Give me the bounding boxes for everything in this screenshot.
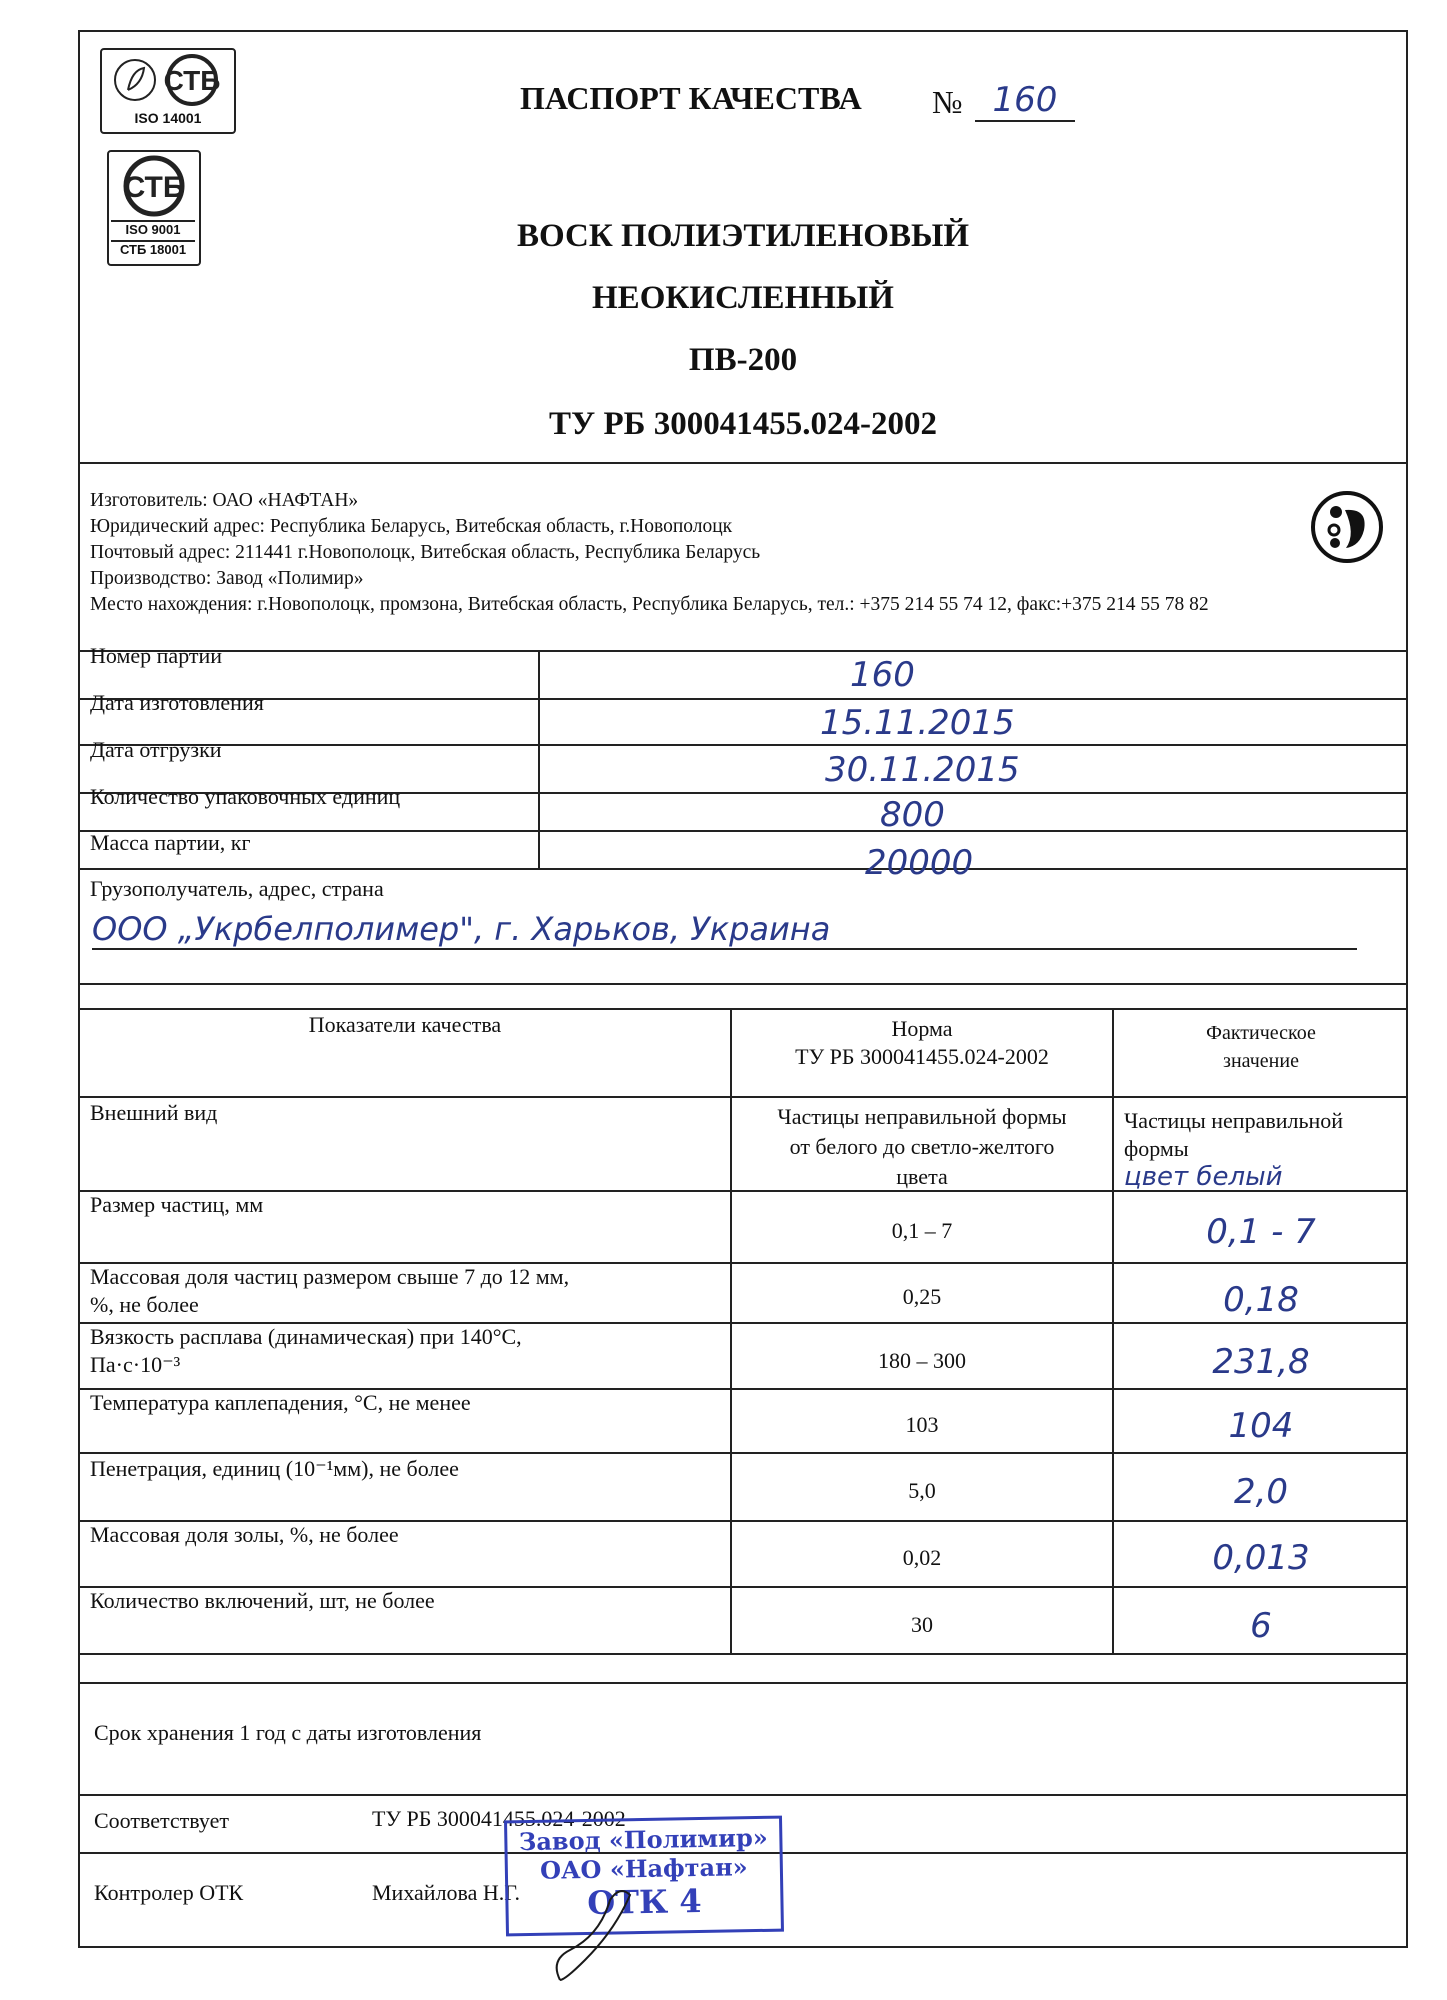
postal-address-line: Почтовый адрес: 211441 г.Новополоцк, Витебская область, Республика Беларусь — [90, 542, 761, 563]
batch-mass-label: Масса партии, кг — [90, 830, 251, 855]
product-name-line1: ВОСК ПОЛИЭТИЛЕНОВЫЙ — [516, 218, 970, 254]
stb-iso14001-logo — [100, 48, 236, 134]
ash-content-norm: 0,02 — [902, 1545, 942, 1570]
manufacture-date-label: Дата изготовления — [90, 690, 264, 715]
document-title: ПАСПОРТ КАЧЕСТВА — [520, 80, 862, 116]
package-count-value: 800 — [880, 795, 945, 835]
batch-row-line — [78, 744, 1408, 746]
controller-label: Контролер ОТК — [94, 1880, 244, 1905]
inclusions-norm: 30 — [911, 1612, 933, 1637]
coarse-fraction-norm: 0,25 — [902, 1284, 942, 1309]
quality-row-line — [78, 1096, 1408, 1098]
svg-text:СТБ: СТБ — [163, 65, 221, 96]
penetration-norm: 5,0 — [908, 1478, 936, 1503]
drop-point-actual: 104 — [1228, 1406, 1294, 1446]
signature-icon — [540, 1880, 650, 1990]
coarse-fraction-label-a: Массовая доля частиц размером свыше 7 до 12 мм, — [90, 1264, 570, 1289]
divider-storage — [78, 1794, 1408, 1796]
product-grade: ПВ-200 — [688, 342, 798, 378]
quality-row-line — [78, 1452, 1408, 1454]
stamp-line3: ОТК 4 — [587, 1882, 702, 1922]
stamp-line2: ОАО «Нафтан» — [539, 1852, 748, 1885]
divider-consignee — [78, 983, 1408, 985]
conforms-label: Соответствует — [94, 1808, 230, 1833]
legal-address-line: Юридический адрес: Республика Беларусь, Витебская область, г.Новополоцк — [90, 516, 733, 537]
divider-header — [78, 462, 1408, 464]
particle-size-actual: 0,1 - 7 — [1206, 1212, 1316, 1252]
stb-leaf-icon — [102, 50, 234, 110]
logo1-caption: ISO 14001 — [134, 110, 202, 126]
logo2-caption-b: СТБ 18001 — [111, 240, 195, 257]
batch-number-label: Номер партии — [90, 643, 223, 668]
passport-number: 160 — [975, 80, 1075, 122]
consignee-label: Грузополучатель, адрес, страна — [90, 876, 384, 901]
batch-mass-value: 20000 — [865, 843, 974, 883]
batch-row-line — [78, 868, 1408, 870]
quality-row-line — [78, 1653, 1408, 1655]
batch-number-value: 160 — [850, 655, 915, 695]
appearance-actual-line2: формы — [1124, 1136, 1189, 1161]
batch-col-divider — [538, 650, 540, 868]
divider-info — [78, 650, 1408, 652]
particle-size-norm: 0,1 – 7 — [891, 1218, 953, 1243]
drop-point-norm: 103 — [905, 1412, 939, 1437]
penetration-actual: 2,0 — [1233, 1472, 1289, 1512]
actual-header-line2: значение — [1223, 1050, 1299, 1072]
melt-viscosity-label-b: Па·с·10⁻³ — [90, 1352, 181, 1377]
shipment-date-label: Дата отгрузки — [90, 737, 222, 762]
inclusions-actual: 6 — [1250, 1606, 1272, 1646]
product-name-line2: НЕОКИСЛЕННЫЙ — [592, 280, 894, 316]
stb-emblem-icon — [109, 152, 199, 220]
batch-row-line — [78, 830, 1408, 832]
particle-size-label: Размер частиц, мм — [90, 1192, 264, 1217]
storage-term: Срок хранения 1 год с даты изготовления — [94, 1720, 482, 1745]
appearance-norm-line1: Частицы неправильной формы — [777, 1104, 1067, 1129]
stamp-line1: Завод «Полимир» — [518, 1822, 768, 1857]
controller-name: Михайлова Н.Г. — [372, 1880, 521, 1905]
indicator-header: Показатели качества — [308, 1012, 502, 1037]
penetration-label: Пенетрация, единиц (10⁻¹мм), не более — [90, 1456, 459, 1481]
appearance-actual-handwritten: цвет белый — [1124, 1162, 1283, 1192]
number-sign: № — [932, 84, 963, 120]
consignee-value: ООО „Укрбелполимер", г. Харьков, Украина — [92, 910, 1357, 950]
actual-header: Фактическое — [1206, 1022, 1316, 1044]
batch-row-line — [78, 698, 1408, 700]
manufacture-date-value: 15.11.2015 — [820, 703, 1015, 743]
logo2-caption-a: ISO 9001 — [111, 220, 195, 237]
appearance-norm-line2: от белого до светло-желтого — [789, 1134, 1055, 1159]
manufacturer-line: Изготовитель: ОАО «НАФТАН» — [90, 490, 359, 511]
melt-viscosity-actual: 231,8 — [1212, 1342, 1310, 1382]
coarse-fraction-actual: 0,18 — [1223, 1280, 1299, 1320]
divider-table-top — [78, 1008, 1408, 1010]
production-line: Производство: Завод «Полимир» — [90, 568, 364, 589]
melt-viscosity-norm: 180 – 300 — [878, 1348, 966, 1373]
shipment-date-value: 30.11.2015 — [825, 750, 1020, 790]
inclusions-label: Количество включений, шт, не более — [90, 1588, 435, 1613]
ash-content-label: Массовая доля золы, %, не более — [90, 1522, 399, 1547]
norm-spec-header: ТУ РБ 300041455.024-2002 — [795, 1044, 1049, 1069]
drop-point-label: Температура каплепадения, °С, не менее — [90, 1390, 471, 1415]
package-count-label: Количество упаковочных единиц — [90, 784, 401, 809]
ash-content-actual: 0,013 — [1212, 1538, 1310, 1578]
norm-header: Норма — [891, 1016, 953, 1041]
product-spec: ТУ РБ 300041455.024-2002 — [549, 406, 937, 442]
appearance-actual-line1: Частицы неправильной — [1124, 1108, 1344, 1133]
conforms-spec: ТУ РБ 300041455.024-2002 — [372, 1806, 626, 1831]
naftan-logo-icon — [1310, 490, 1385, 565]
document-frame — [78, 30, 1408, 1948]
coarse-fraction-label-b: %, не более — [90, 1292, 199, 1317]
location-line: Место нахождения: г.Новополоцк, промзона, Витебская область, Республика Беларусь, тел.: +375 214 55 74 12, факс:+375 214 55 78 82 — [90, 594, 1209, 615]
appearance-norm-line3: цвета — [896, 1164, 948, 1189]
melt-viscosity-label-a: Вязкость расплава (динамическая) при 140°С, — [90, 1324, 522, 1349]
svg-text:СТБ: СТБ — [123, 171, 185, 204]
divider-table-bottom — [78, 1682, 1408, 1684]
appearance-label: Внешний вид — [90, 1100, 218, 1125]
